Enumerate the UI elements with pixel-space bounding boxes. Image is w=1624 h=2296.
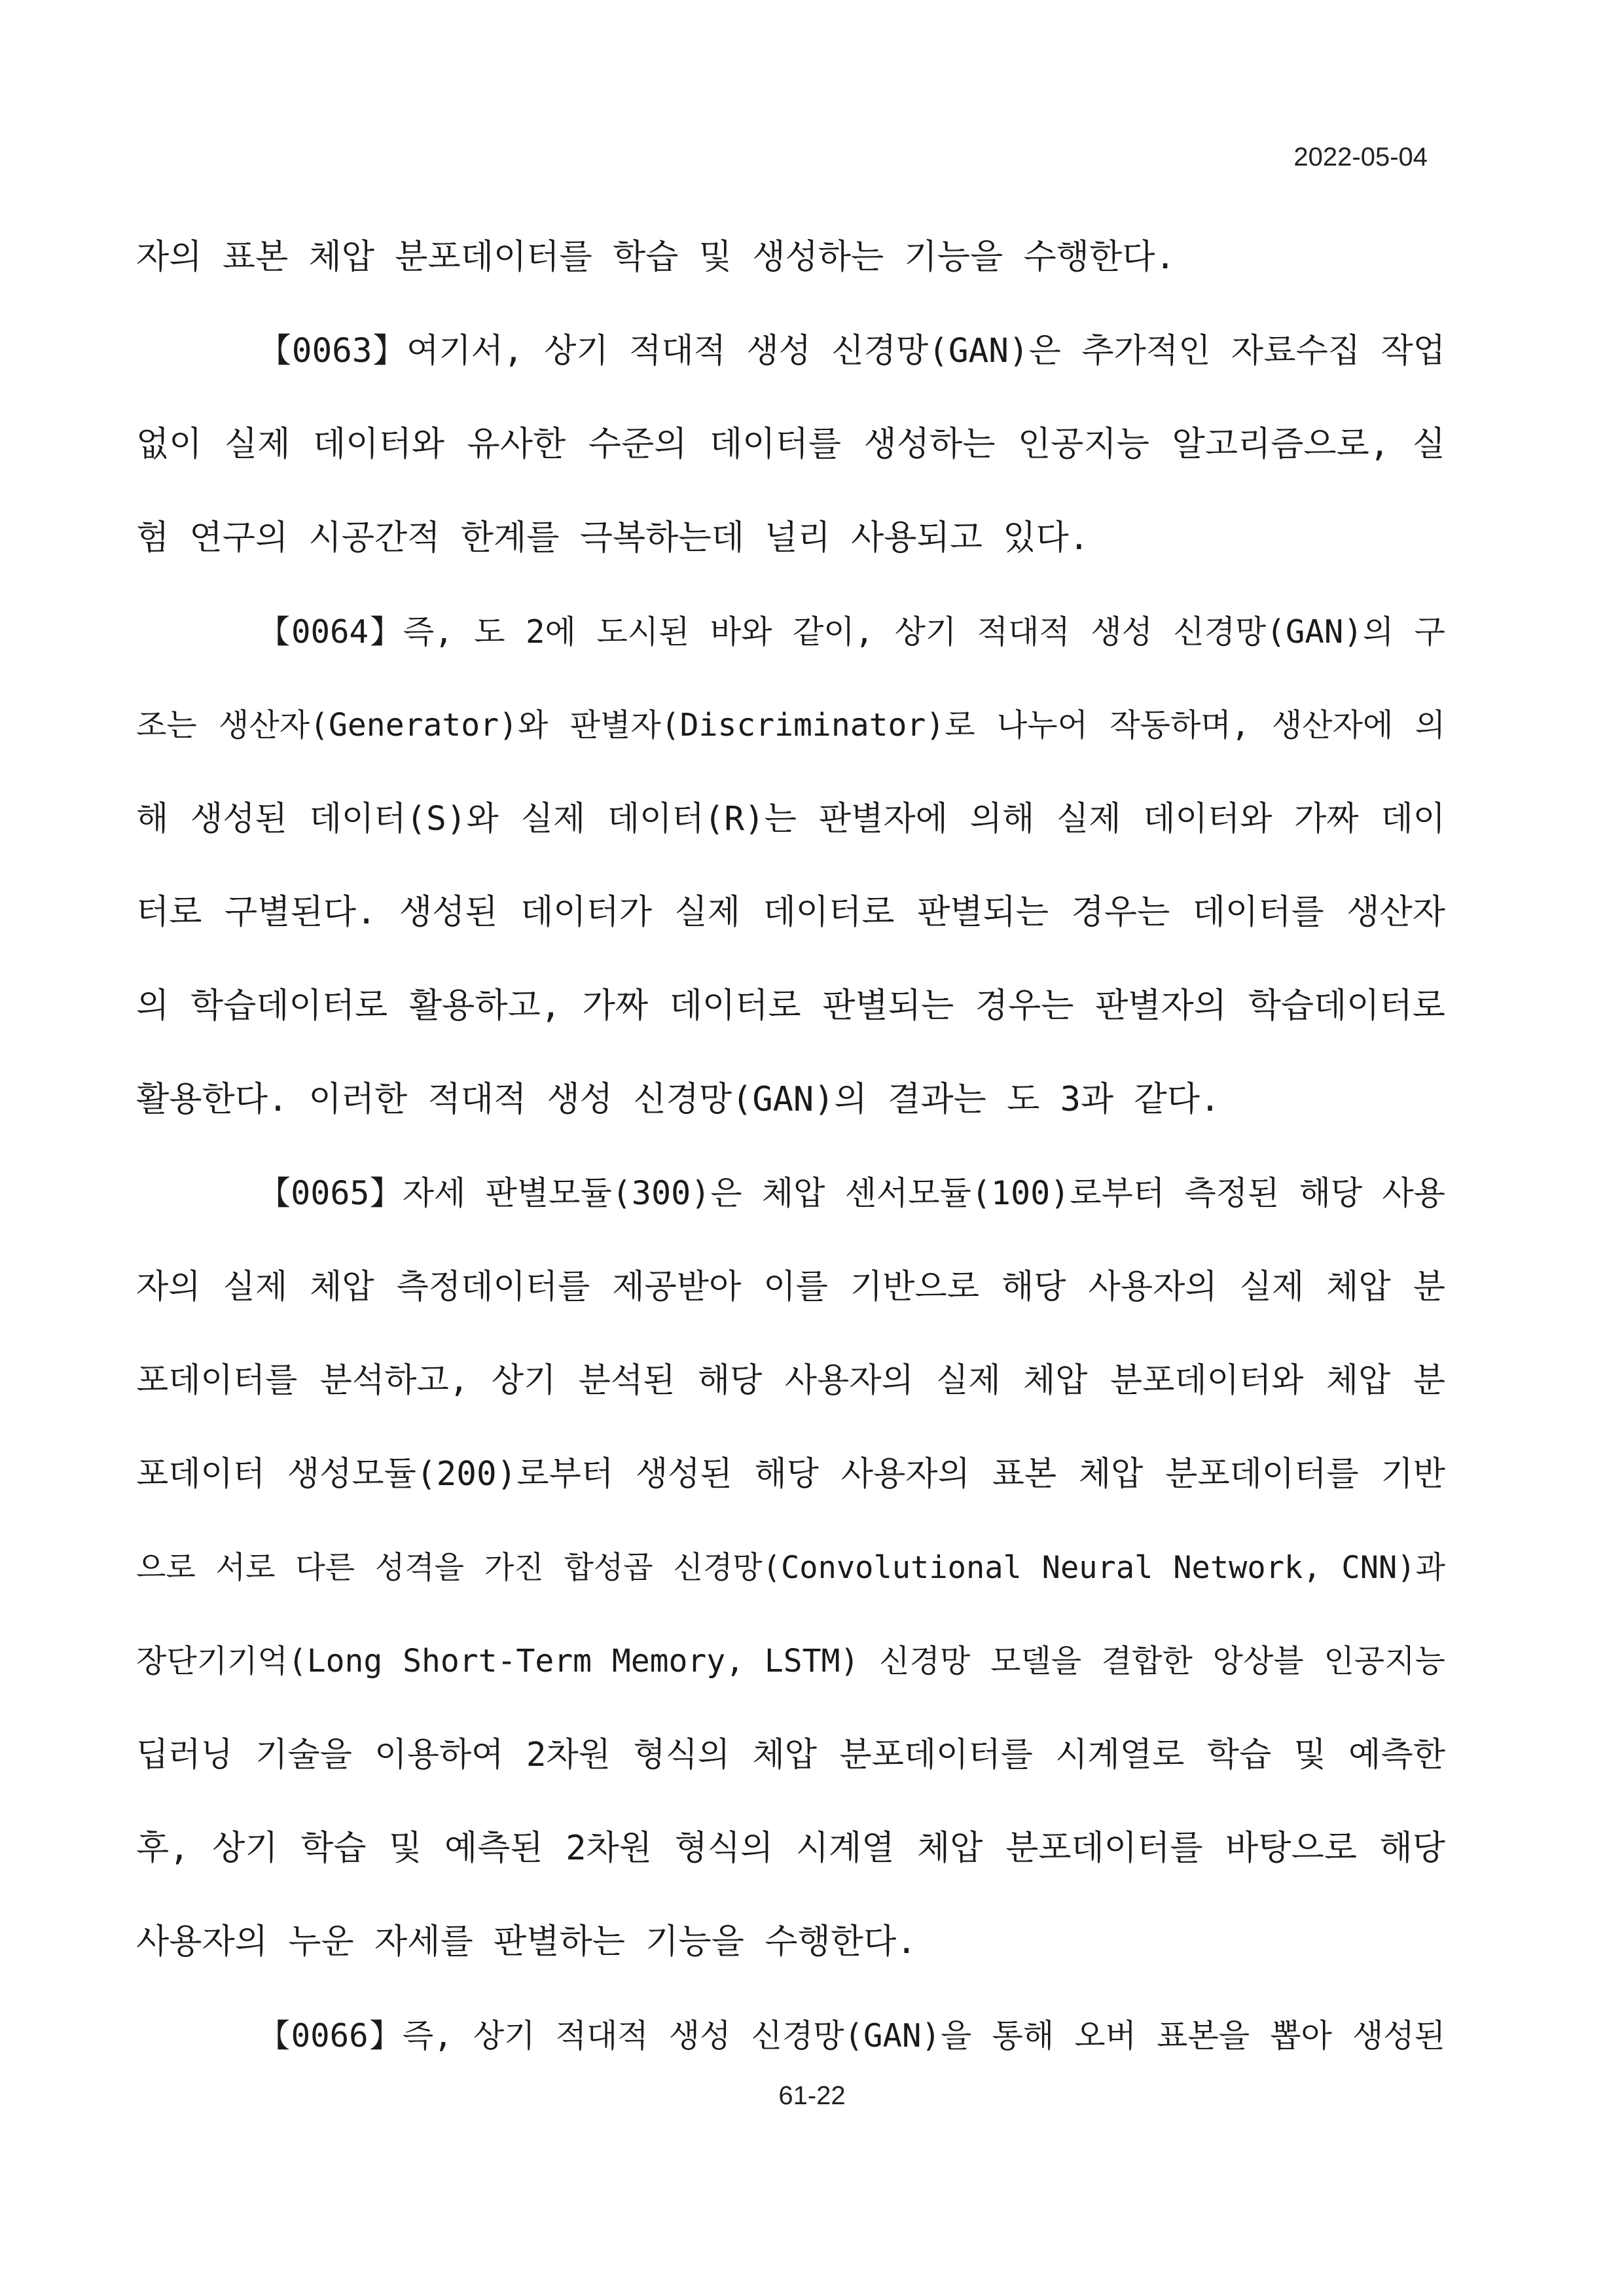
text-line: 후, 상기 학습 및 예측된 2차원 형식의 시계열 체압 분포데이터를 바탕으로 해당 (136, 1829, 1445, 1868)
text-line: 사용자의 누운 자세를 판별하는 기능을 수행한다. (136, 1922, 917, 1962)
text-line: 해 생성된 데이터(S)와 실제 데이터(R)는 판별자에 의해 실제 데이터와 가짜 데이 (136, 800, 1445, 838)
text-line: 활용한다. 이러한 적대적 생성 신경망(GAN)의 결과는 도 3과 같다. (136, 1080, 1221, 1119)
text-line: 험 연구의 시공간적 한계를 극복하는데 널리 사용되고 있다. (136, 518, 1090, 558)
body-text (136, 211, 1445, 2083)
text-line: 으로 서로 다른 성격을 가진 합성곱 신경망(Convolutional Neural Network, CNN)과 (136, 1550, 1445, 1586)
text-line: 장단기기억(Long Short-Term Memory, LSTM) 신경망 모델을 결합한 앙상블 인공지능 (136, 1643, 1445, 1679)
text-line: 딥러닝 기술을 이용하여 2차원 형식의 체압 분포데이터를 시계열로 학습 및 예측한 (136, 1736, 1445, 1774)
page-number: 61-22 (778, 2081, 846, 2110)
text-line: 【0065】자세 판별모듈(300)은 체압 센서모듈(100)로부터 측정된 해당 사용 (258, 1174, 1445, 1212)
text-line: 【0063】여기서, 상기 적대적 생성 신경망(GAN)은 추가적인 자료수집 작업 (258, 332, 1445, 370)
text-line: 포데이터 생성모듈(200)로부터 생성된 해당 사용자의 표본 체압 분포데이터를 기반 (136, 1455, 1445, 1494)
document-date: 2022-05-04 (1293, 143, 1428, 171)
text-line: 자의 실제 체압 측정데이터를 제공받아 이를 기반으로 해당 사용자의 실제 체압 분 (136, 1268, 1445, 1306)
text-line: 【0064】즉, 도 2에 도시된 바와 같이, 상기 적대적 생성 신경망(GAN)의 구 (258, 613, 1445, 651)
text-line: 포데이터를 분석하고, 상기 분석된 해당 사용자의 실제 체압 분포데이터와 체압 분 (136, 1361, 1445, 1400)
text-line: 터로 구별된다. 생성된 데이터가 실제 데이터로 판별되는 경우는 데이터를 생산자 (136, 893, 1445, 932)
text-line: 【0066】즉, 상기 적대적 생성 신경망(GAN)을 통해 오버 표본을 뽑아 생성된 (258, 2017, 1445, 2054)
text-line: 없이 실제 데이터와 유사한 수준의 데이터를 생성하는 인공지능 알고리즘으로, 실 (136, 425, 1445, 464)
text-line: 자의 표본 체압 분포데이터를 학습 및 생성하는 기능을 수행한다. (136, 238, 1176, 277)
text-line: 조는 생산자(Generator)와 판별자(Discriminator)로 나누어 작동하며, 생산자에 의 (136, 707, 1445, 744)
text-line: 의 학습데이터로 활용하고, 가짜 데이터로 판별되는 경우는 판별자의 학습데이터로 (136, 986, 1445, 1026)
